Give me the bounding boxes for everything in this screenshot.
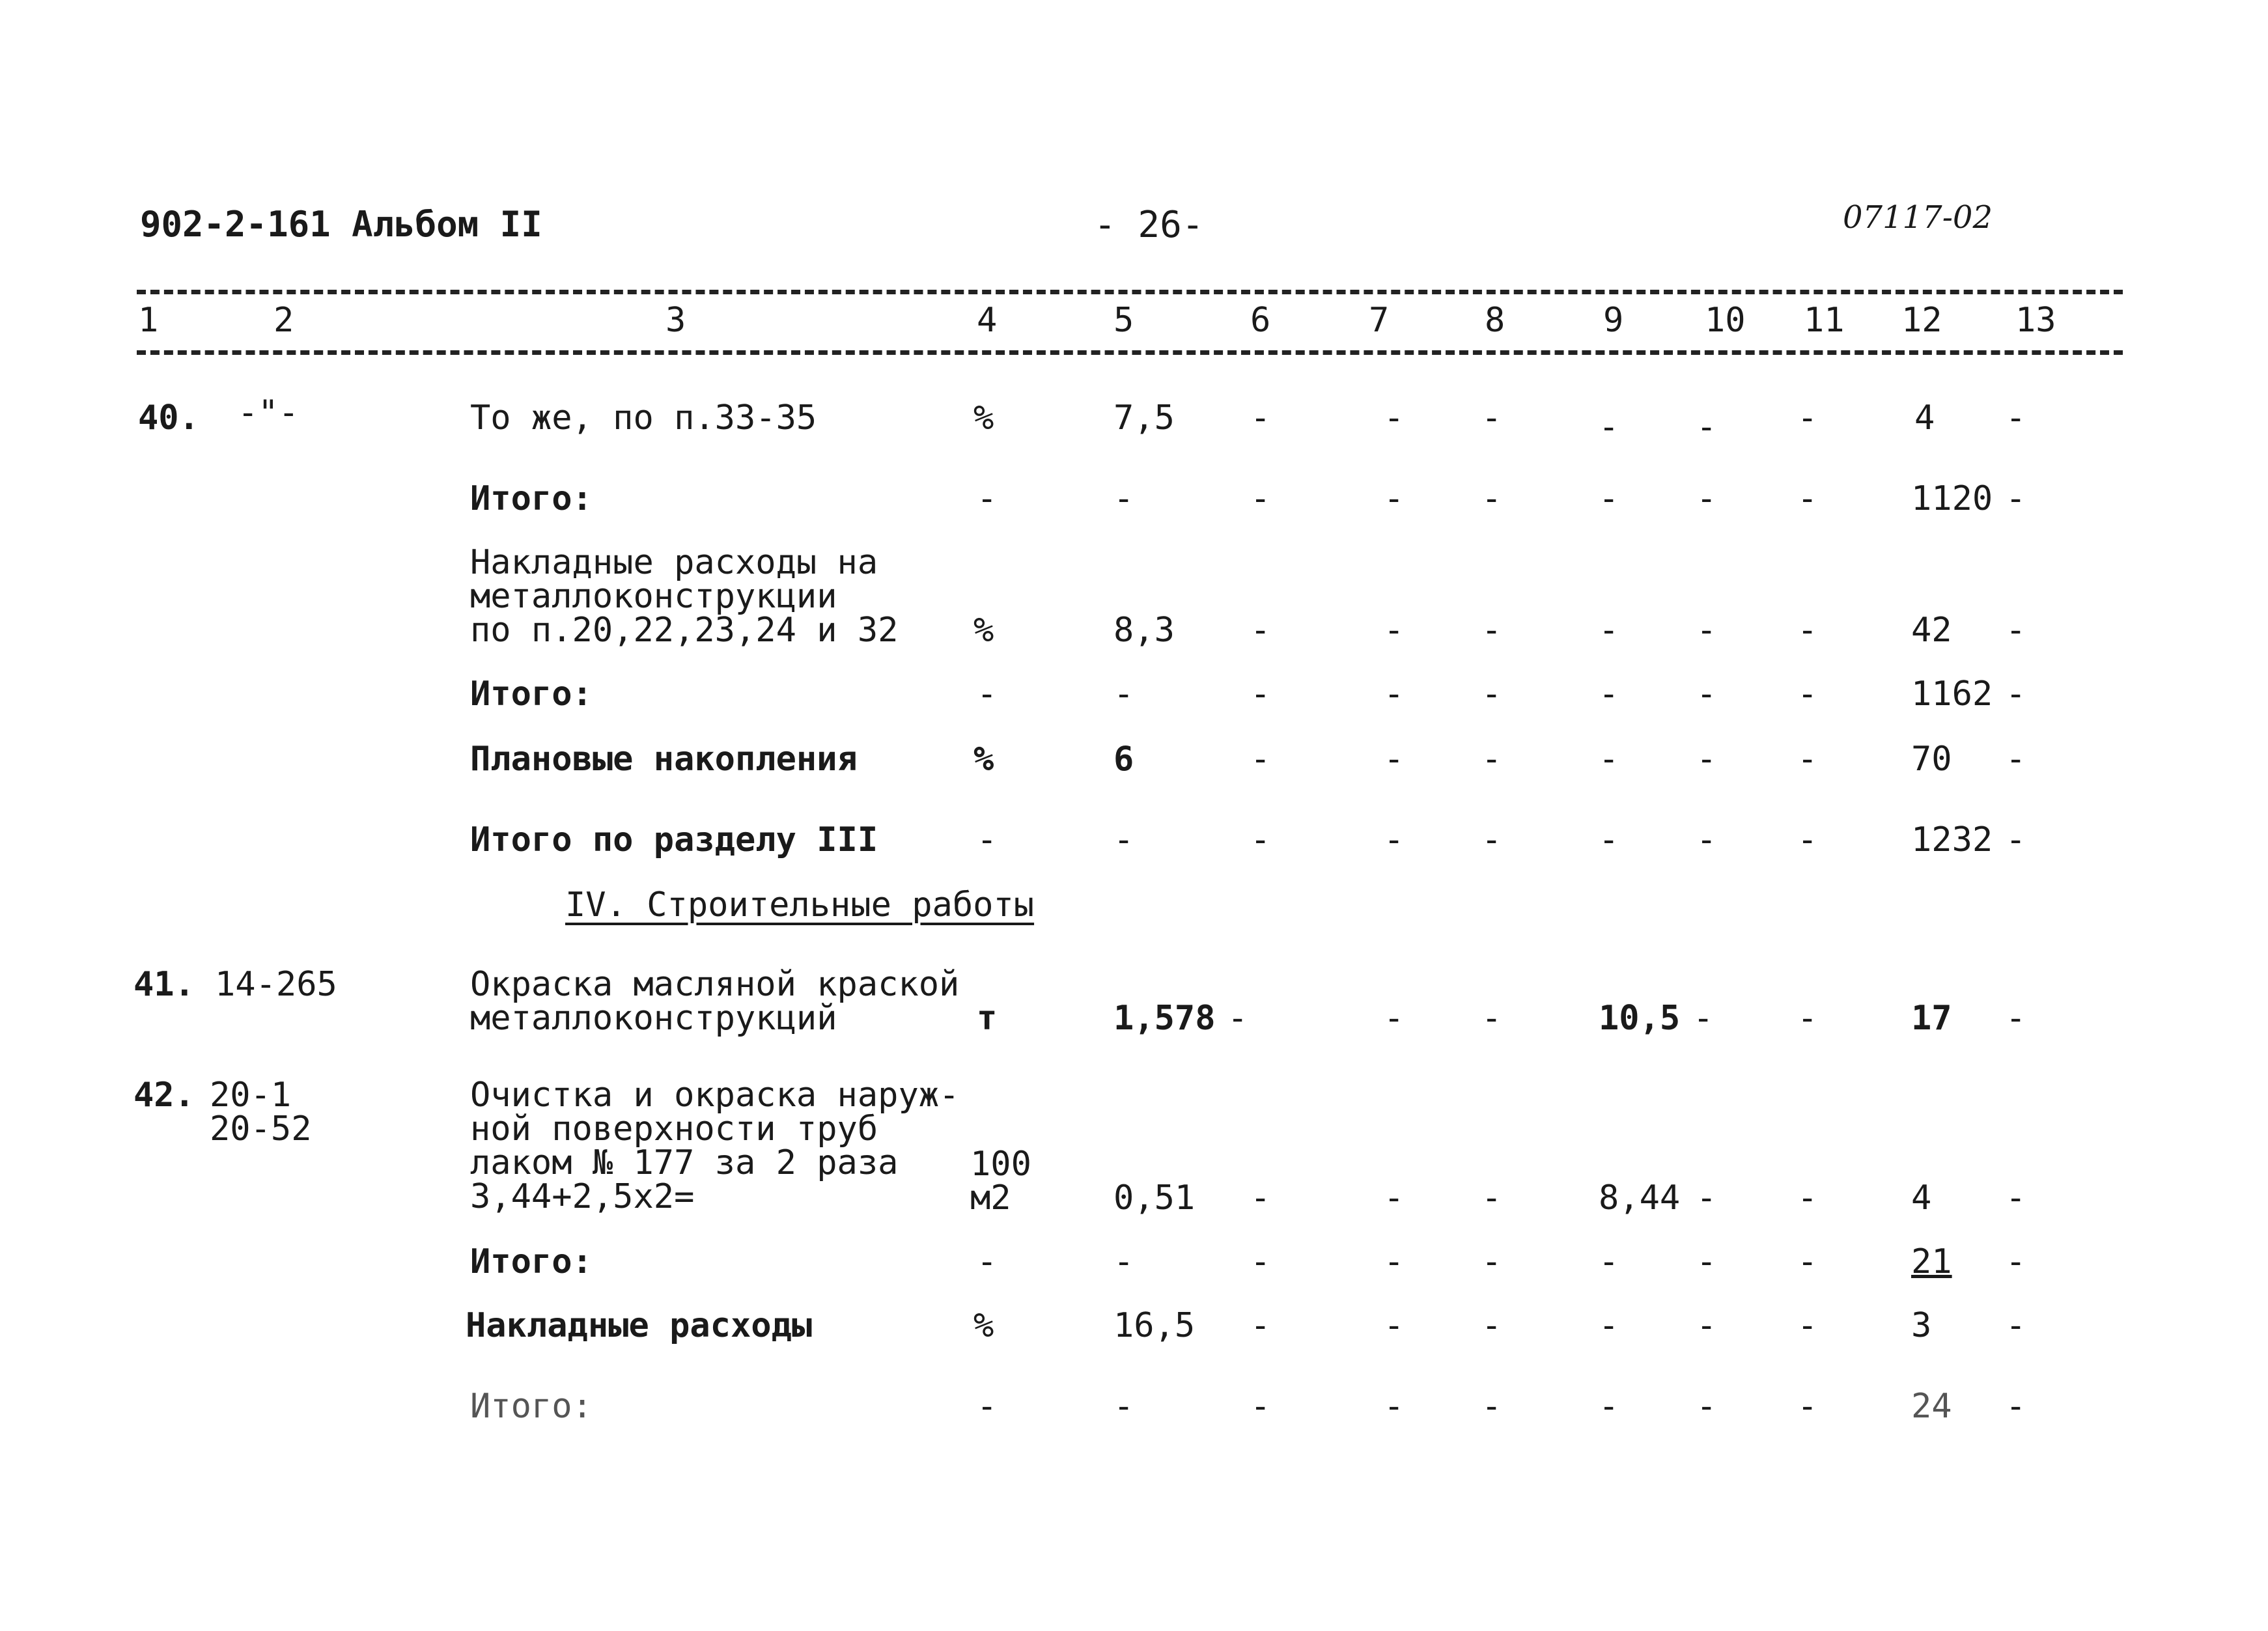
value-col11: - <box>1797 740 1818 779</box>
value-col11: - <box>1797 999 1818 1038</box>
value-col7: - <box>1384 1178 1405 1218</box>
description-line: Окраска масляной краской <box>470 965 960 1004</box>
value-col6: - <box>1250 611 1271 650</box>
value-col9: 10,5 <box>1599 999 1681 1038</box>
value-col12: 1162 <box>1911 675 1993 714</box>
column-header: 8 <box>1485 301 1505 340</box>
value-col7: - <box>1384 740 1405 779</box>
value-col5: - <box>1113 1242 1134 1281</box>
work-description: Итого по разделу III <box>470 820 878 859</box>
value-col6: - <box>1250 675 1271 714</box>
value-col11: - <box>1797 611 1818 650</box>
value-col12: 70 <box>1911 740 1952 779</box>
value-col9: - <box>1599 479 1619 518</box>
value-col13: - <box>2006 1242 2026 1281</box>
column-header: 12 <box>1901 301 1942 340</box>
column-header: 5 <box>1113 301 1134 340</box>
work-description <box>470 543 899 650</box>
column-header: 6 <box>1250 301 1271 340</box>
value-col12: 4 <box>1911 1178 1932 1218</box>
value-col5: 6 <box>1113 740 1134 779</box>
unit-line: м2 <box>970 1178 1011 1218</box>
value-col6: - <box>1227 999 1248 1038</box>
header-bottom-rule <box>137 350 2123 355</box>
value-col9: - <box>1599 408 1619 447</box>
column-header: 11 <box>1804 301 1845 340</box>
work-description <box>470 965 960 1038</box>
description-line: 3,44+2,5х2= <box>470 1177 695 1216</box>
value-col10: - <box>1696 408 1717 447</box>
document-code: 07117-02 <box>1843 199 1993 236</box>
value-col13: - <box>2006 479 2026 518</box>
unit: % <box>973 740 994 779</box>
section-title: IV. Строительные работы <box>565 885 1035 925</box>
value-col11: - <box>1797 479 1818 518</box>
value-col10: - <box>1696 675 1717 714</box>
value-col11: - <box>1797 1242 1818 1281</box>
value-col8: - <box>1481 1242 1502 1281</box>
value-col12: 24 <box>1911 1387 1952 1426</box>
work-description <box>470 1078 959 1214</box>
value-col11: - <box>1797 1178 1818 1218</box>
value-col9: - <box>1599 611 1619 650</box>
row-number: 41. <box>133 965 195 1004</box>
column-header: 2 <box>273 301 294 340</box>
value-col8: - <box>1481 1178 1502 1218</box>
value-col13: - <box>2006 1306 2026 1345</box>
column-header: 3 <box>665 301 686 340</box>
value-col8: - <box>1481 740 1502 779</box>
column-header: 9 <box>1603 301 1624 340</box>
value-col7: - <box>1384 398 1405 438</box>
value-col8: - <box>1481 611 1502 650</box>
value-col11: - <box>1797 398 1818 438</box>
value-col11: - <box>1797 675 1818 714</box>
value-col10: - <box>1696 1387 1717 1426</box>
value-col13: - <box>2006 611 2026 650</box>
value-col10: - <box>1696 611 1717 650</box>
value-col12: 1232 <box>1911 820 1993 859</box>
value-col5: 8,3 <box>1113 611 1175 650</box>
value-col10: - <box>1696 820 1717 859</box>
page-number: - 26- <box>1094 204 1204 246</box>
unit: % <box>973 398 994 438</box>
value-col8: - <box>1481 999 1502 1038</box>
value-col6: - <box>1250 1242 1271 1281</box>
value-col9: - <box>1599 1387 1619 1426</box>
unit: % <box>973 1306 994 1345</box>
value-col5: 0,51 <box>1113 1178 1196 1218</box>
value-col5: 16,5 <box>1113 1306 1196 1345</box>
work-description: Итого: <box>470 1242 593 1281</box>
value-col6: - <box>1250 1387 1271 1426</box>
unit: % <box>973 611 994 650</box>
value-col13: - <box>2006 1387 2026 1426</box>
header-top-rule <box>137 290 2123 294</box>
value-col11: - <box>1797 1387 1818 1426</box>
value-col13: - <box>2006 1178 2026 1218</box>
value-col7: - <box>1384 611 1405 650</box>
value-col5: - <box>1113 1387 1134 1426</box>
row-number: 40. <box>138 398 199 438</box>
value-col8: - <box>1481 398 1502 438</box>
value-col13: - <box>2006 675 2026 714</box>
value-col8: - <box>1481 479 1502 518</box>
description-line: по п.20,22,23,24 и 32 <box>470 611 899 650</box>
value-col7: - <box>1384 999 1405 1038</box>
ditto-mark: -"- <box>238 393 299 432</box>
unit: - <box>977 675 998 714</box>
unit: - <box>977 1242 998 1281</box>
value-col5: - <box>1113 820 1134 859</box>
work-description: Итого: <box>470 1387 593 1426</box>
value-col10: - <box>1696 1178 1717 1218</box>
value-col5: 7,5 <box>1113 398 1175 438</box>
work-description: Итого: <box>470 675 593 714</box>
value-col13: - <box>2006 398 2026 438</box>
value-col6: - <box>1250 820 1271 859</box>
work-description: Плановые накопления <box>470 740 858 779</box>
description-line: Очистка и окраска наруж- <box>470 1076 960 1115</box>
value-col5: - <box>1113 675 1134 714</box>
rate-code <box>210 1076 312 1149</box>
value-col7: - <box>1384 675 1405 714</box>
value-col8: - <box>1481 1387 1502 1426</box>
work-description: То же, по п.33-35 <box>470 398 817 438</box>
column-header: 13 <box>2015 301 2056 340</box>
unit: - <box>977 820 998 859</box>
value-col12: 21 <box>1911 1242 1952 1281</box>
value-col5: 1,578 <box>1113 999 1216 1038</box>
unit: - <box>977 1387 998 1426</box>
value-col10: - <box>1696 479 1717 518</box>
column-header: 10 <box>1705 301 1746 340</box>
work-description: Итого: <box>470 479 593 518</box>
value-col10: - <box>1696 1242 1717 1281</box>
description-line: металлоконструкций <box>470 999 837 1038</box>
value-col8: - <box>1481 820 1502 859</box>
unit-line: 100 <box>970 1145 1031 1184</box>
value-col7: - <box>1384 479 1405 518</box>
value-col10: - <box>1696 1306 1717 1345</box>
rate-code-line: 20-1 <box>210 1076 292 1115</box>
value-col10: - <box>1696 740 1717 779</box>
column-header: 7 <box>1369 301 1390 340</box>
value-col7: - <box>1384 1242 1405 1281</box>
value-col6: - <box>1250 398 1271 438</box>
value-col12: 42 <box>1911 611 1952 650</box>
value-col11: - <box>1797 820 1818 859</box>
value-col10: - <box>1693 999 1714 1038</box>
value-col8: - <box>1481 1306 1502 1345</box>
value-col8: - <box>1481 675 1502 714</box>
work-description: Накладные расходы <box>466 1306 813 1345</box>
value-col7: - <box>1384 1387 1405 1426</box>
value-col7: - <box>1384 1306 1405 1345</box>
value-col6: - <box>1250 1306 1271 1345</box>
value-col6: - <box>1250 479 1271 518</box>
value-col12: 3 <box>1911 1306 1932 1345</box>
value-col13: - <box>2006 999 2026 1038</box>
unit: т <box>977 999 998 1038</box>
unit <box>970 1145 1031 1218</box>
description-line: металлоконструкции <box>470 577 837 616</box>
value-col9: - <box>1599 740 1619 779</box>
description-line: Накладные расходы на <box>470 543 878 582</box>
rate-code: 14-265 <box>215 965 337 1004</box>
description-line: ной поверхности труб <box>470 1109 878 1149</box>
column-header: 4 <box>977 301 998 340</box>
unit: - <box>977 479 998 518</box>
row-number: 42. <box>133 1076 195 1115</box>
value-col13: - <box>2006 740 2026 779</box>
value-col12: 1120 <box>1911 479 1993 518</box>
value-col11: - <box>1797 1306 1818 1345</box>
value-col6: - <box>1250 740 1271 779</box>
value-col12: 17 <box>1911 999 1952 1038</box>
value-col6: - <box>1250 1178 1271 1218</box>
rate-code-line: 20-52 <box>210 1109 312 1149</box>
value-col9: 8,44 <box>1599 1178 1681 1218</box>
description-line: лаком № 177 за 2 раза <box>470 1143 899 1182</box>
value-col9: - <box>1599 820 1619 859</box>
value-col9: - <box>1599 1242 1619 1281</box>
value-col7: - <box>1384 820 1405 859</box>
value-col12: 4 <box>1914 398 1935 438</box>
value-col9: - <box>1599 1306 1619 1345</box>
value-col9: - <box>1599 675 1619 714</box>
album-title: 902-2-161 Альбом II <box>140 204 542 245</box>
value-col13: - <box>2006 820 2026 859</box>
value-col5: - <box>1113 479 1134 518</box>
column-header: 1 <box>138 301 159 340</box>
